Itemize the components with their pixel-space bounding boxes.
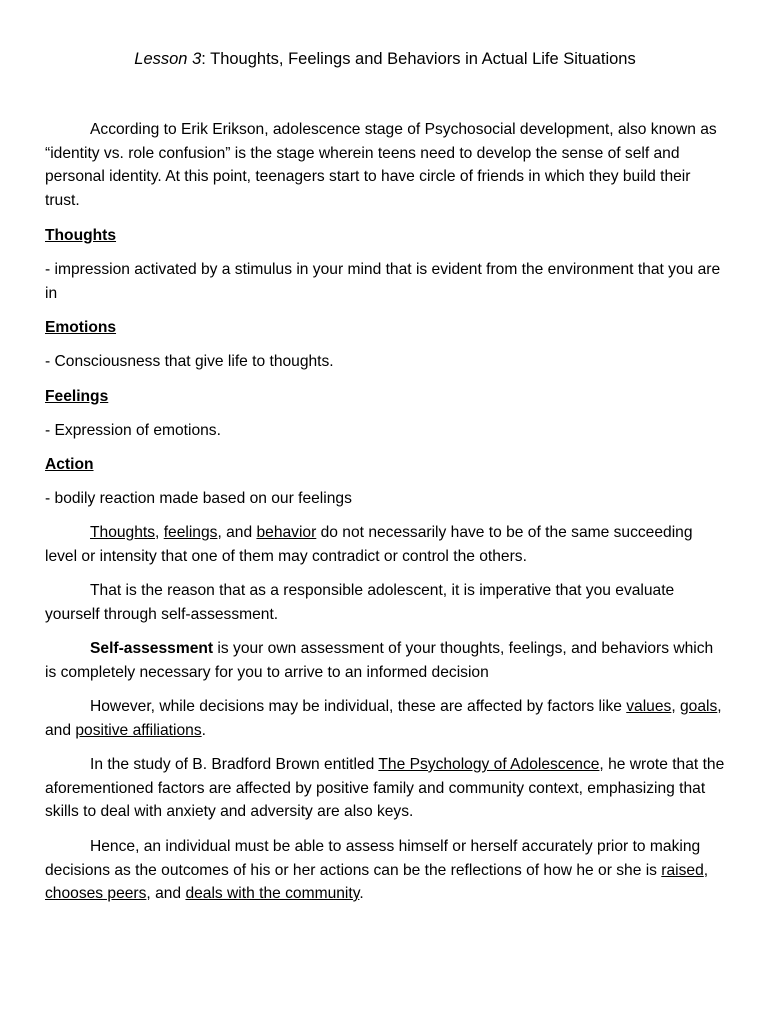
definition-feelings: - Expression of emotions. [45, 422, 221, 439]
definition-thoughts: - impression activated by a stimulus in your mind that is evident from the environment that you are in [45, 261, 721, 302]
definition-action: - bodily reaction made based on our feelings [45, 490, 352, 507]
paragraph-text: do not necessarily have to be of the same succeeding level or intensity that one of them may contradict or control the others. [45, 524, 693, 565]
lesson-label: Lesson 3 [134, 50, 202, 68]
paragraph-thoughts-feelings-behavior [45, 521, 725, 568]
intro-paragraph: According to Erik Erikson, adolescence stage of Psychosocial development, also known as “identity vs. role confusion” is the stage wherein teens need to develop the sense of self and personal identity. At this point, teenagers start to have circle of friends in which they build their trust. [45, 121, 717, 209]
bold-self-assessment: Self-assessment [90, 640, 214, 657]
separator: , and [146, 885, 186, 902]
separator: , [671, 698, 680, 715]
heading-action: Action [45, 456, 94, 473]
paragraph-brown-study [45, 753, 725, 824]
separator: , [155, 524, 164, 541]
separator: , and [45, 698, 722, 739]
separator: . [201, 721, 206, 739]
heading-emotions: Emotions [45, 319, 117, 336]
paragraph-self-assessment-definition [45, 637, 725, 684]
underlined-raised: raised [661, 861, 704, 879]
underlined-chooses-peers: chooses peers [45, 885, 147, 902]
underlined-thoughts: Thoughts [90, 524, 156, 541]
paragraph-conclusion [45, 835, 725, 906]
heading-thoughts: Thoughts [45, 227, 117, 244]
page-title [45, 48, 725, 70]
definition-emotions: - Consciousness that give life to thoughts. [45, 353, 334, 370]
underlined-behavior: behavior [256, 524, 317, 541]
underlined-deals-with-community: deals with the community [185, 885, 360, 902]
underlined-values: values [626, 698, 672, 715]
underlined-goals: goals [680, 698, 718, 715]
underlined-positive-affiliations: positive affiliations [75, 721, 202, 739]
underlined-feelings: feelings [163, 524, 218, 541]
paragraph-text: However, while decisions may be individual, these are affected by factors like [90, 698, 627, 715]
paragraph-self-assessment-reason: That is the reason that as a responsible adolescent, it is imperative that you evaluate yourself through self-assessment. [45, 582, 675, 623]
paragraph-text: , he wrote that the aforementioned factors are affected by positive family and community context, emphasizing that skills to deal with anxiety and adversity are also keys. [45, 756, 725, 820]
separator: . [359, 885, 364, 902]
paragraph-text: In the study of B. Bradford Brown entitled [90, 756, 379, 773]
separator: , and [217, 524, 257, 541]
paragraph-factors [45, 695, 725, 742]
heading-feelings: Feelings [45, 388, 109, 405]
paragraph-text: Hence, an individual must be able to assess himself or herself accurately prior to making decisions as the outcomes of his or her actions can be the reflections of how he or she is [45, 838, 701, 879]
separator: , [703, 861, 709, 879]
paragraph-text: is your own assessment of your thoughts, feelings, and behaviors which is completely necessary for you to arrive to an informed decision [45, 640, 714, 681]
underlined-book-title: The Psychology of Adolescence [378, 756, 600, 773]
title-text: : Thoughts, Feelings and Behaviors in Actual Life Situations [201, 50, 636, 68]
